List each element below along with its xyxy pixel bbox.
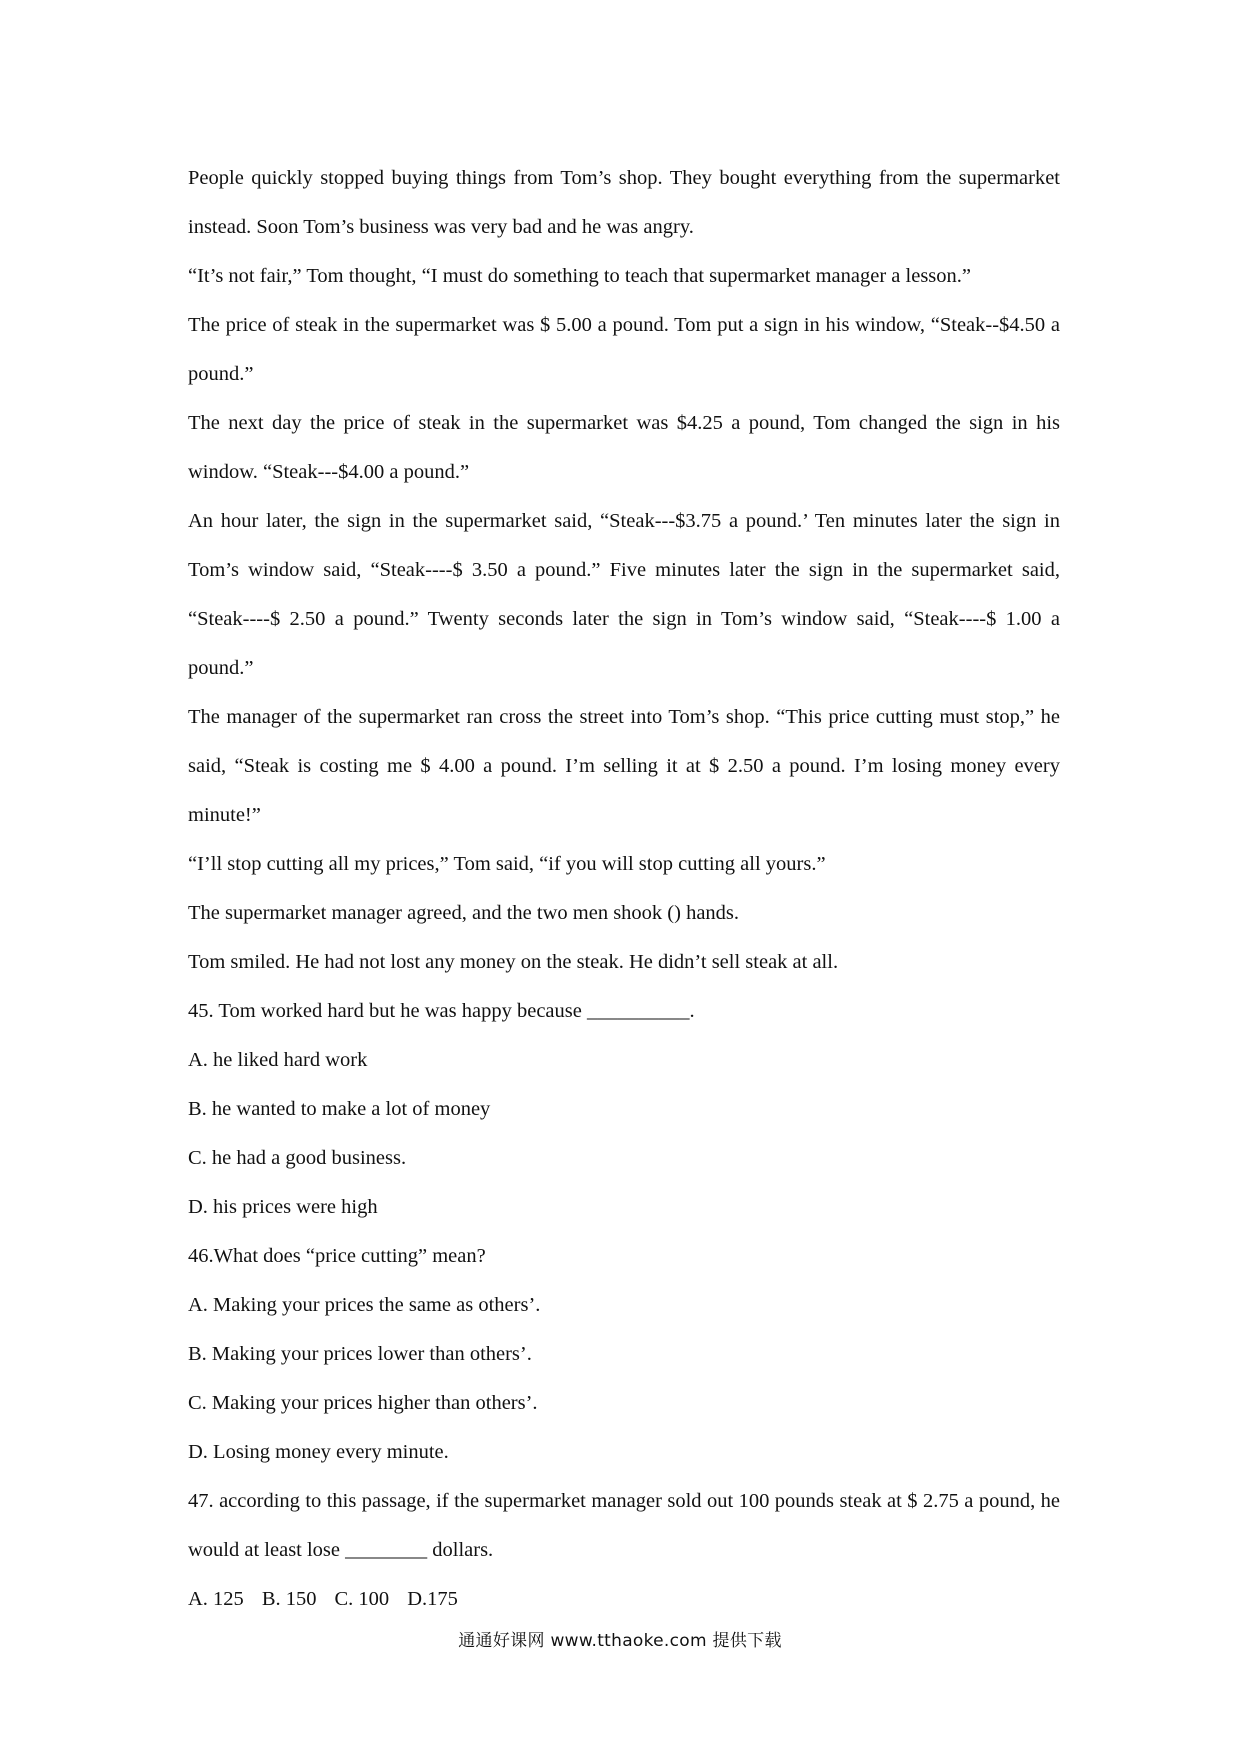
passage-paragraph-9: Tom smiled. He had not lost any money on the steak. He didn’t sell steak at all. — [188, 951, 839, 973]
passage-paragraph-7: “I’ll stop cutting all my prices,” Tom said, “if you will stop cutting all yours.” — [188, 853, 826, 875]
passage-paragraph-1: People quickly stopped buying things from Tom’s shop. They bought everything from the supermarket instead. Soon Tom’s business was very bad and he was angry. — [188, 167, 1060, 238]
passage-paragraph-5: An hour later, the sign in the supermarket said, “Steak---$3.75 a pound.’ Ten minutes later the sign in Tom’s window said, “Steak----$ 3.50 a pound.” Five minutes later the sign in the supermarket said, “Steak----$ 2.50 a pound.” Twenty seconds later the sign in Tom’s window said, “Steak----$ 1.00 a pound.” — [188, 510, 1060, 679]
passage-paragraph-6: The manager of the supermarket ran cross the street into Tom’s shop. “This price cutting must stop,” he said, “Steak is costing me $ 4.00 a pound. I’m selling it at $ 2.50 a pound. I’m losing money every minute!” — [188, 706, 1060, 826]
question-47-option-b: B. 150 — [261, 1588, 317, 1610]
question-46-option-c: C. Making your prices higher than others’. — [188, 1392, 538, 1414]
document-body — [188, 154, 1060, 1624]
question-47-stem: 47. according to this passage, if the supermarket manager sold out 100 pounds steak at $ 2.75 a pound, he would at least lose ________ dollars. — [188, 1490, 1060, 1561]
question-46 — [188, 1232, 1060, 1477]
question-47-options — [188, 1575, 1060, 1624]
page-footer: 通通好课网 www.tthaoke.com 提供下载 — [458, 1631, 782, 1651]
question-47-option-d: D.175 — [407, 1588, 458, 1610]
question-46-option-d: D. Losing money every minute. — [188, 1441, 449, 1463]
passage-paragraph-8: The supermarket manager agreed, and the two men shook () hands. — [188, 902, 740, 924]
question-45-option-d: D. his prices were high — [188, 1196, 378, 1218]
question-45-option-b: B. he wanted to make a lot of money — [188, 1098, 491, 1120]
question-45-stem: 45. Tom worked hard but he was happy because __________. — [188, 1000, 695, 1022]
passage-paragraph-3: The price of steak in the supermarket was $ 5.00 a pound. Tom put a sign in his window, “Steak--$4.50 a pound.” — [188, 314, 1060, 385]
question-46-option-a: A. Making your prices the same as others’. — [188, 1294, 541, 1316]
question-47 — [188, 1477, 1060, 1624]
passage-paragraph-4: The next day the price of steak in the supermarket was $4.25 a pound, Tom changed the sign in his window. “Steak---$4.00 a pound.” — [188, 412, 1060, 483]
question-47-option-c: C. 100 — [334, 1588, 390, 1610]
question-45-option-a: A. he liked hard work — [188, 1049, 368, 1071]
question-45 — [188, 987, 1060, 1232]
question-47-option-a: A. 125 — [188, 1588, 244, 1610]
passage-paragraph-2: “It’s not fair,” Tom thought, “I must do something to teach that supermarket manager a lesson.” — [188, 265, 971, 287]
question-46-stem: 46.What does “price cutting” mean? — [188, 1245, 486, 1267]
question-46-option-b: B. Making your prices lower than others’. — [188, 1343, 532, 1365]
question-45-option-c: C. he had a good business. — [188, 1147, 407, 1169]
